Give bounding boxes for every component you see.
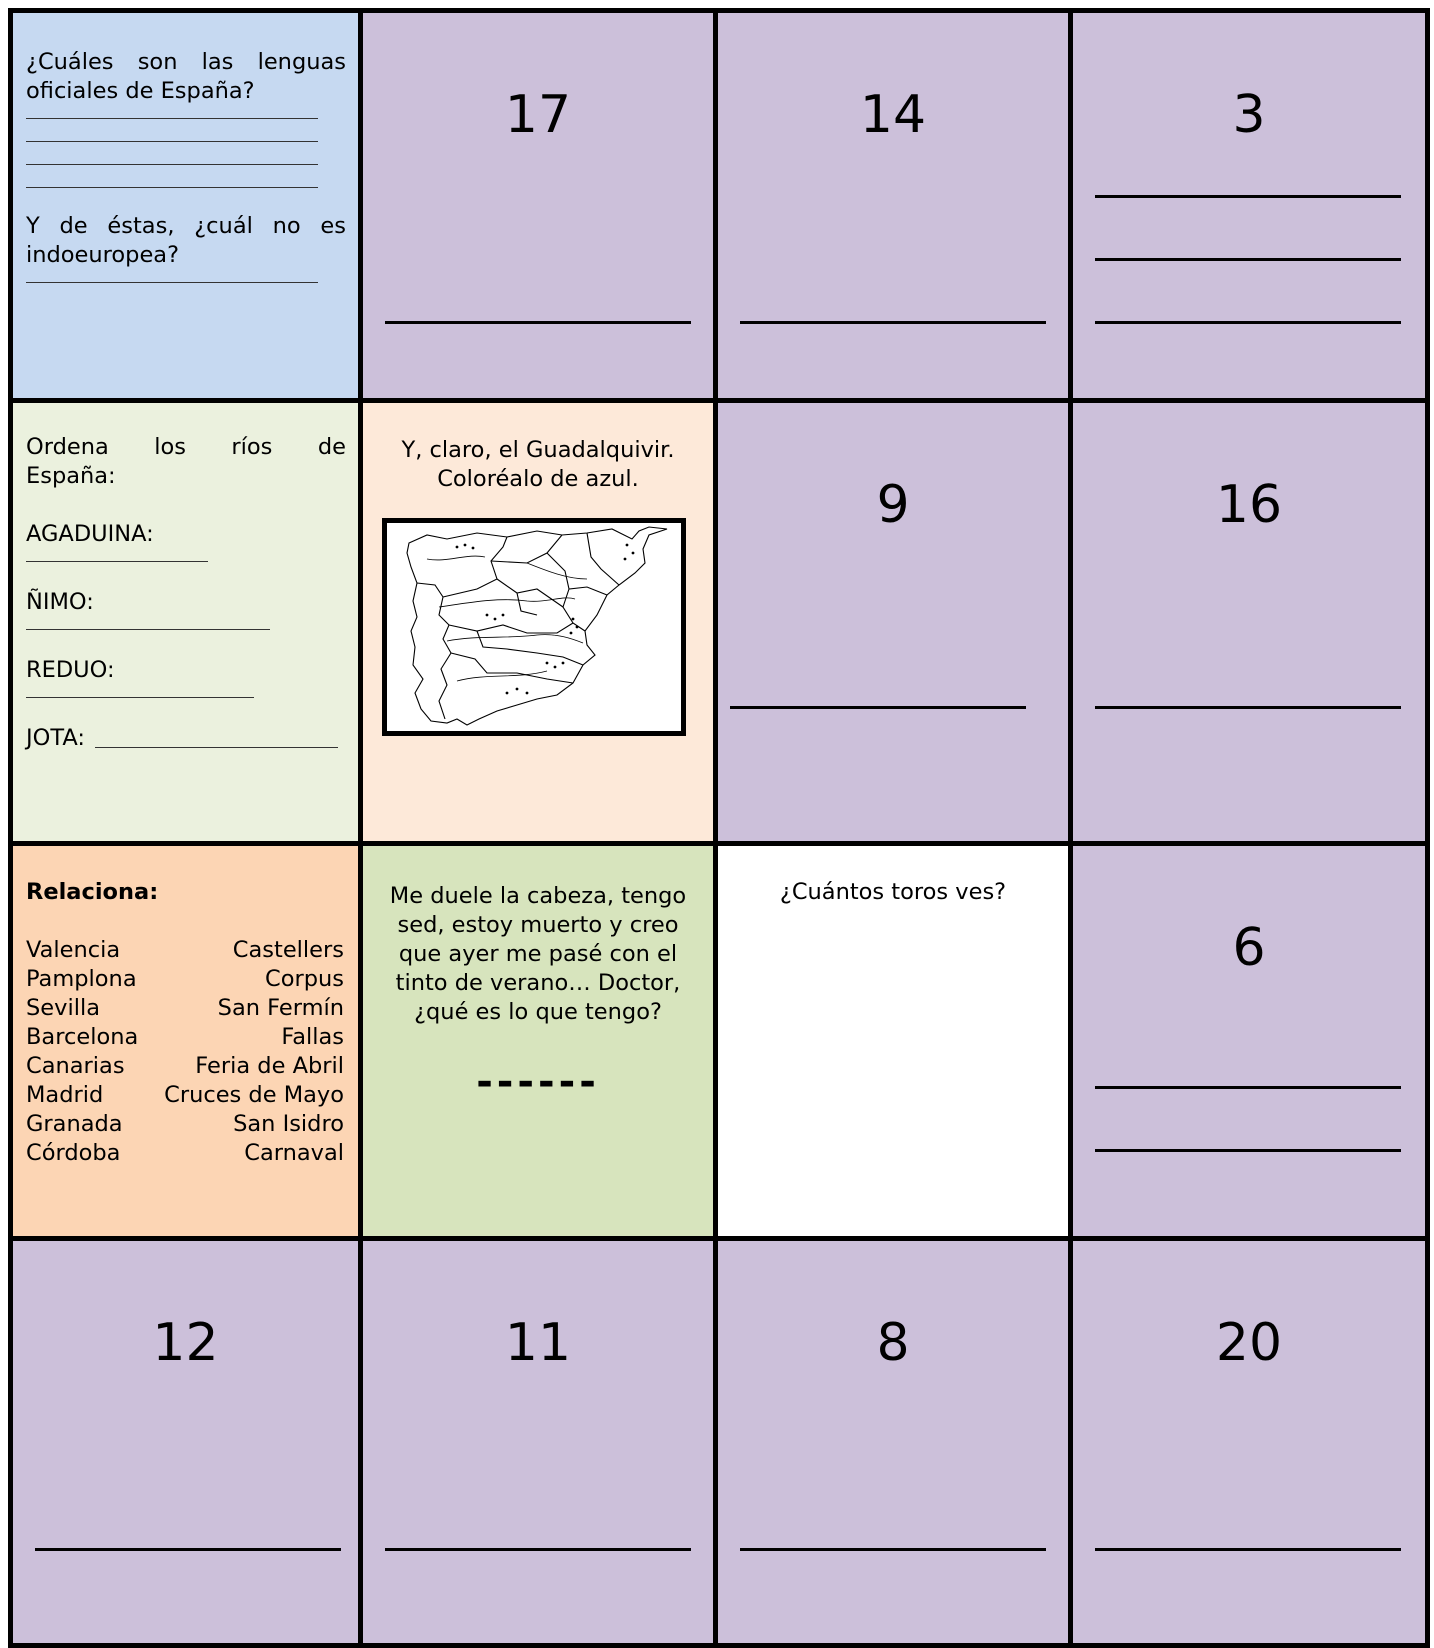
- cell-toros[interactable]: [718, 846, 1073, 1241]
- lenguas-question-2: Y de éstas, ¿cuál no es: [26, 213, 346, 239]
- answer-blank[interactable]: [95, 727, 338, 748]
- cell-number-6[interactable]: [1073, 846, 1430, 1241]
- answer-line[interactable]: [1095, 1086, 1401, 1089]
- answer-blank[interactable]: [26, 175, 318, 188]
- relaciona-row: [26, 965, 344, 994]
- cell-number: 12: [152, 1313, 219, 1373]
- cell-resaca: [363, 846, 718, 1241]
- relaciona-left: Barcelona: [26, 1024, 139, 1050]
- relaciona-left: Granada: [26, 1111, 123, 1137]
- answer-blank[interactable]: [26, 549, 208, 562]
- guadalquivir-line-2: Coloréalo de azul.: [437, 466, 639, 492]
- rio-word-1: AGADUINA:: [26, 521, 154, 547]
- lenguas-question-2b: indoeuropea?: [26, 242, 180, 268]
- guadalquivir-text: [363, 436, 713, 494]
- relaciona-row: [26, 1023, 344, 1052]
- cell-number-16[interactable]: [1073, 403, 1430, 846]
- answer-line[interactable]: [740, 1548, 1046, 1551]
- cell-number: 3: [1232, 85, 1266, 145]
- lenguas-question-1b: oficiales de España?: [26, 78, 255, 104]
- answer-line[interactable]: [1095, 321, 1401, 324]
- answer-line[interactable]: [1095, 1548, 1401, 1551]
- resaca-text: [363, 882, 713, 1027]
- answer-line[interactable]: [1095, 706, 1401, 709]
- answer-blank[interactable]: [26, 106, 318, 119]
- answer-line[interactable]: [740, 321, 1046, 324]
- relaciona-right: Castellers: [232, 937, 344, 963]
- relaciona-title: Relaciona:: [26, 879, 159, 905]
- lenguas-content: [26, 48, 346, 293]
- relaciona-right: San Isidro: [233, 1111, 344, 1137]
- spain-rivers-map-icon[interactable]: [382, 518, 686, 736]
- cell-lenguas: [8, 8, 363, 403]
- rio-word-4: JOTA:: [26, 725, 85, 751]
- cell-number-9[interactable]: [718, 403, 1073, 846]
- relaciona-row: [26, 994, 344, 1023]
- answer-line[interactable]: [1095, 1149, 1401, 1152]
- resaca-line-5: ¿qué es lo que tengo?: [414, 999, 662, 1025]
- cell-number-20[interactable]: [1073, 1241, 1430, 1648]
- answer-blank[interactable]: [26, 270, 318, 283]
- answer-blank[interactable]: [26, 152, 318, 165]
- relaciona-right: Cruces de Mayo: [164, 1082, 344, 1108]
- cell-rios: [8, 403, 363, 846]
- cell-number: 11: [504, 1313, 572, 1373]
- relaciona-left: Córdoba: [26, 1140, 121, 1166]
- spain-map-drawing: [387, 523, 681, 731]
- rio-word-3: REDUO:: [26, 657, 115, 683]
- resaca-answer-blanks[interactable]: ------: [476, 1059, 600, 1105]
- cell-guadalquivir: [363, 403, 718, 846]
- cell-number-14[interactable]: [718, 8, 1073, 403]
- answer-line[interactable]: [385, 1548, 691, 1551]
- answer-blank[interactable]: [26, 685, 254, 698]
- relaciona-right: Fallas: [281, 1024, 344, 1050]
- relaciona-row: [26, 1052, 344, 1081]
- cell-number-3[interactable]: [1073, 8, 1430, 403]
- cell-number-12[interactable]: [8, 1241, 363, 1648]
- relaciona-row: [26, 936, 344, 965]
- relaciona-left: Pamplona: [26, 966, 137, 992]
- relaciona-right: San Fermín: [217, 995, 344, 1021]
- resaca-line-4: tinto de verano… Doctor,: [395, 970, 681, 996]
- relaciona-content: [26, 878, 344, 1168]
- lenguas-question-1: ¿Cuáles son las lenguas: [26, 49, 346, 75]
- toros-question: ¿Cuántos toros ves?: [779, 879, 1007, 905]
- answer-line[interactable]: [730, 706, 1026, 709]
- cell-number-11[interactable]: [363, 1241, 718, 1648]
- rios-content: [26, 433, 346, 753]
- relaciona-left: Canarias: [26, 1053, 125, 1079]
- cell-number: 16: [1215, 475, 1283, 535]
- relaciona-row: [26, 1139, 344, 1168]
- cell-number: 6: [1232, 918, 1266, 978]
- relaciona-row: [26, 1110, 344, 1139]
- relaciona-right: Carnaval: [244, 1140, 344, 1166]
- relaciona-left: Valencia: [26, 937, 121, 963]
- cell-number-8[interactable]: [718, 1241, 1073, 1648]
- resaca-line-2: sed, estoy muerto y creo: [397, 912, 679, 938]
- cell-number: 14: [859, 85, 927, 145]
- rio-word-2: ÑIMO:: [26, 589, 94, 615]
- answer-line[interactable]: [35, 1548, 341, 1551]
- answer-blank[interactable]: [26, 617, 270, 630]
- relaciona-left: Sevilla: [26, 995, 100, 1021]
- cell-number-17[interactable]: [363, 8, 718, 403]
- relaciona-left: Madrid: [26, 1082, 104, 1108]
- relaciona-row: [26, 1081, 344, 1110]
- answer-blank[interactable]: [26, 129, 318, 142]
- relaciona-right: Corpus: [265, 966, 344, 992]
- rios-title-b: España:: [26, 463, 116, 489]
- answer-line[interactable]: [1095, 195, 1401, 198]
- cell-number: 9: [876, 475, 910, 535]
- board-grid: [8, 8, 1430, 1648]
- rios-title: Ordena los ríos de: [26, 434, 346, 460]
- cell-relaciona: [8, 846, 363, 1241]
- resaca-line-3: que ayer me pasé con el: [398, 941, 678, 967]
- cell-number: 8: [876, 1313, 910, 1373]
- cell-number: 20: [1215, 1313, 1283, 1373]
- answer-line[interactable]: [1095, 258, 1401, 261]
- relaciona-right: Feria de Abril: [195, 1053, 344, 1079]
- cell-number: 17: [504, 85, 572, 145]
- resaca-line-1: Me duele la cabeza, tengo: [389, 883, 687, 909]
- answer-line[interactable]: [385, 321, 691, 324]
- guadalquivir-line-1: Y, claro, el Guadalquivir.: [401, 437, 675, 463]
